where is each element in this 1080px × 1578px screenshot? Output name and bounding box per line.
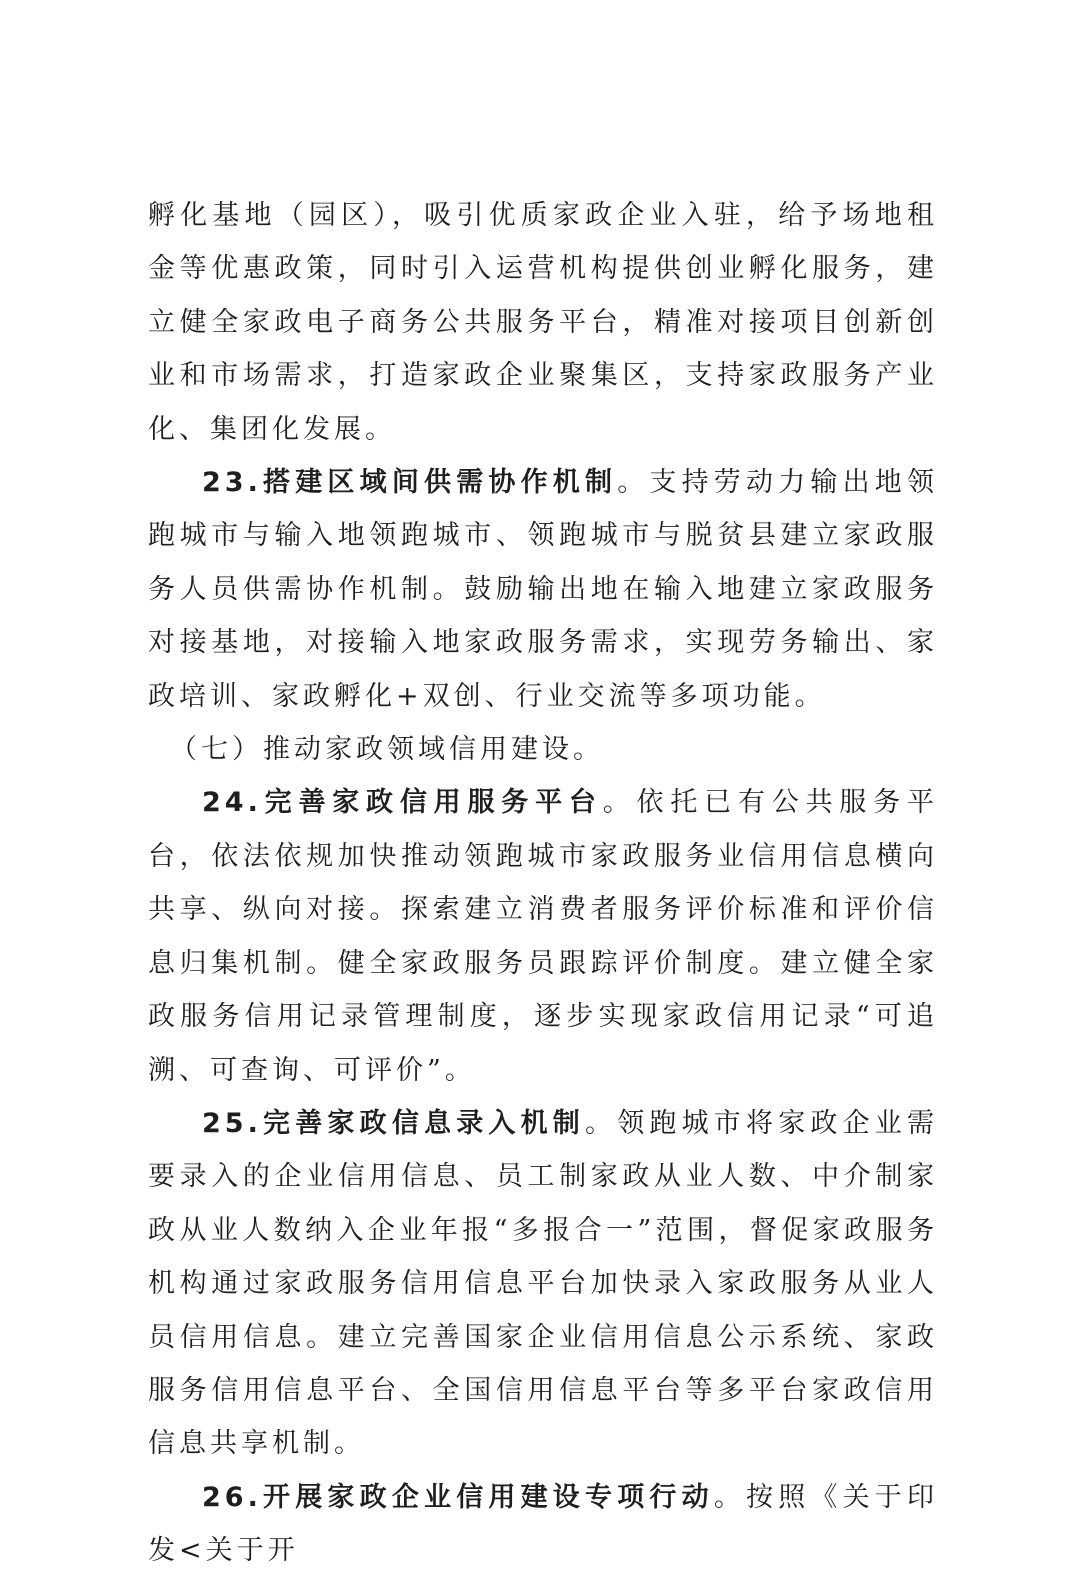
item-title: 23.搭建区域间供需协作机制 [202, 467, 618, 499]
paragraph-item-24 [148, 776, 938, 1096]
document-page [148, 189, 938, 1578]
section-heading-7 [148, 723, 938, 776]
paragraph-text: 。领跑城市将家政企业需要录入的企业信用信息、员工制家政从业人数、中介制家政从业人数纳入企业年报“多报合一”范围，督促家政服务机构通过家政服务信用信息平台加快录入家政服务从业人员信用信息。建立完善国家企业信用信息公示系统、家政服务信用信息平台、全国信用信息平台等多平台家政信用信息共享机制。 [148, 1107, 938, 1460]
paragraph-item-26 [148, 1471, 938, 1578]
paragraph-item-23 [148, 456, 938, 723]
paragraph-text: 。依托已有公共服务平台，依法依规加快推动领跑城市家政服务业信用信息横向共享、纵向对接。探索建立消费者服务评价标准和评价信息归集机制。健全家政服务员跟踪评价制度。建立健全家政服务信用记录管理制度，逐步实现家政信用记录“可追溯、可查询、可评价”。 [148, 787, 938, 1086]
paragraph-incubation-base [148, 189, 938, 456]
paragraph-text: 。支持劳动力输出地领跑城市与输入地领跑城市、领跑城市与脱贫县建立家政服务人员供需协作机制。鼓励输出地在输入地建立家政服务对接基地，对接输入地家政服务需求，实现劳务输出、家政培训、家政孵化+双创、行业交流等多项功能。 [148, 467, 938, 712]
heading-text: （七）推动家政领域信用建设。 [170, 734, 604, 766]
paragraph-text: 。按照《关于印发<关于开 [148, 1481, 938, 1567]
item-title: 25.完善家政信息录入机制 [202, 1107, 586, 1139]
item-title: 24.完善家政信用服务平台 [202, 787, 603, 819]
paragraph-item-25 [148, 1097, 938, 1471]
paragraph-text: 孵化基地（园区），吸引优质家政企业入驻，给予场地租金等优惠政策，同时引入运营机构提供创业孵化服务，建立健全家政电子商务公共服务平台，精准对接项目创新创业和市场需求，打造家政企业聚集区，支持家政服务产业化、集团化发展。 [148, 200, 938, 445]
item-title: 26.开展家政企业信用建设专项行动 [202, 1481, 714, 1513]
